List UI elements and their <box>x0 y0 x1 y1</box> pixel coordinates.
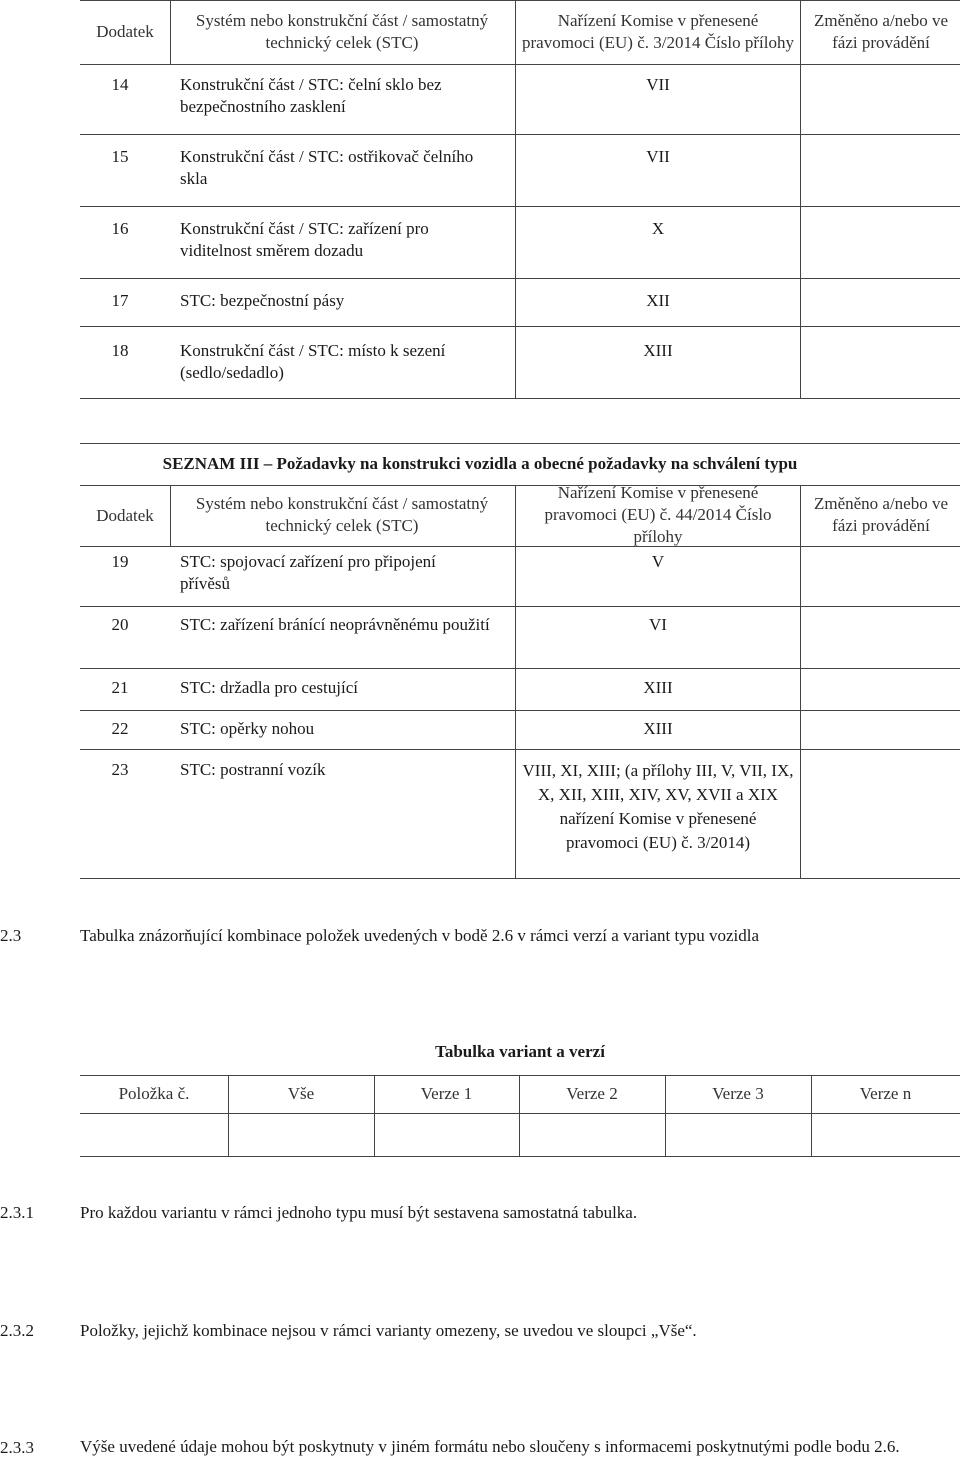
table-rule <box>80 1156 960 1157</box>
column-header-annex: Dodatek <box>96 22 154 41</box>
row-number: 14 <box>111 75 129 94</box>
table-rule <box>170 485 171 546</box>
row-number: 21 <box>111 678 129 697</box>
table-rule <box>80 326 960 327</box>
row-number: 17 <box>111 291 129 310</box>
paragraph-number: 2.3.3 <box>0 1438 34 1457</box>
section-text: Tabulka znázorňující kombinace položek uvedených v bodě 2.6 v rámci verzí a variant typu vozidla <box>80 926 760 945</box>
table-rule <box>515 0 516 398</box>
system-cell: STC: bezpečnostní pásy <box>180 291 345 310</box>
row-number: 20 <box>111 615 129 634</box>
row-number: 22 <box>111 719 129 738</box>
system-cell: Konstrukční část / STC: zařízení pro viditelnost směrem dozadu <box>180 219 429 260</box>
annex-cell: V <box>651 552 665 571</box>
table-rule <box>80 134 960 135</box>
column-header: Verze n <box>859 1084 912 1103</box>
paragraph-text: Pro každou variantu v rámci jednoho typu musí být sestavena samostatná tabulka. <box>80 1203 638 1222</box>
variants-table-title: Tabulka variant a verzí <box>435 1042 605 1061</box>
annex-cell: XIII <box>643 678 673 697</box>
system-cell: Konstrukční část / STC: ostřikovač čelního skla <box>180 147 474 188</box>
annex-cell: XIII <box>643 719 673 738</box>
table-rule <box>800 485 801 878</box>
row-number: 16 <box>111 219 129 238</box>
paragraph-text: Položky, jejichž kombinace nejsou v rámci varianty omezeny, se uvedou ve sloupci „Vše“. <box>80 1321 697 1340</box>
column-header: Verze 3 <box>712 1084 764 1103</box>
column-header-changed: Změněno a/nebo ve fázi provádění <box>813 11 949 52</box>
table-rule <box>80 443 960 444</box>
column-header-system: Systém nebo konstrukční část / samostatný technický celek (STC) <box>195 494 489 535</box>
table-rule <box>80 64 960 65</box>
table-rule <box>80 0 960 1</box>
column-header-system: Systém nebo konstrukční část / samostatný technický celek (STC) <box>195 11 489 52</box>
table-rule <box>80 206 960 207</box>
annex-cell: XII <box>646 291 670 310</box>
annex-cell: X <box>651 219 665 238</box>
system-cell: STC: zařízení bránící neoprávněnému použití <box>180 615 490 634</box>
row-number: 23 <box>111 760 129 779</box>
row-number: 19 <box>111 552 129 571</box>
row-number: 15 <box>111 147 129 166</box>
table-rule <box>80 278 960 279</box>
system-cell: STC: spojovací zařízení pro připojení přívěsů <box>180 552 436 593</box>
paragraph-text: Výše uvedené údaje mohou být poskytnuty v jiném formátu nebo sloučeny s informacemi poskytnutými podle bodu 2.6. <box>80 1437 900 1456</box>
paragraph-number: 2.3.1 <box>0 1203 34 1222</box>
table-rule <box>80 668 960 669</box>
column-header-regulation: Nařízení Komise v přenesené pravomoci (EU) č. 44/2014 Číslo přílohy <box>544 483 772 546</box>
annex-cell: VIII, XI, XIII; (a přílohy III, V, VII, IX, X, XII, XIII, XIV, XV, XVII a XIX nařízení Komise v přenesené pravomoci (EU) č. 3/2014) <box>522 761 794 852</box>
row-number: 18 <box>111 341 129 360</box>
table-rule <box>800 0 801 398</box>
table-rule <box>80 1113 960 1114</box>
table-rule <box>515 485 516 878</box>
system-cell: Konstrukční část / STC: čelní sklo bez bezpečnostního zasklení <box>180 75 442 116</box>
table-rule <box>80 749 960 750</box>
table-rule <box>80 606 960 607</box>
table-rule <box>80 710 960 711</box>
section-number: 2.3 <box>0 926 22 945</box>
table-rule <box>80 398 960 399</box>
paragraph-number: 2.3.2 <box>0 1321 34 1340</box>
annex-cell: VII <box>646 147 670 166</box>
annex-cell: VII <box>646 75 670 94</box>
annex-cell: XIII <box>643 341 673 360</box>
table-rule <box>80 878 960 879</box>
system-cell: STC: postranní vozík <box>180 760 326 779</box>
table-rule <box>170 0 171 64</box>
table-rule <box>80 485 960 486</box>
column-header: Verze 2 <box>566 1084 618 1103</box>
system-cell: STC: opěrky nohou <box>180 719 315 738</box>
system-cell: STC: držadla pro cestující <box>180 678 358 697</box>
table-rule <box>80 546 960 547</box>
column-header-regulation: Nařízení Komise v přenesené pravomoci (EU) č. 3/2014 Číslo přílohy <box>522 11 794 52</box>
system-cell: Konstrukční část / STC: místo k sezení (sedlo/sedadlo) <box>180 341 446 382</box>
column-header: Vše <box>287 1084 315 1103</box>
column-header-annex: Dodatek <box>96 505 154 525</box>
column-header: Verze 1 <box>420 1084 473 1103</box>
annex-cell: VI <box>649 615 667 634</box>
column-header-changed: Změněno a/nebo ve fázi provádění <box>813 494 949 535</box>
column-header: Položka č. <box>118 1084 190 1103</box>
list-title: SEZNAM III – Požadavky na konstrukci vozidla a obecné požadavky na schválení typu <box>162 454 798 473</box>
